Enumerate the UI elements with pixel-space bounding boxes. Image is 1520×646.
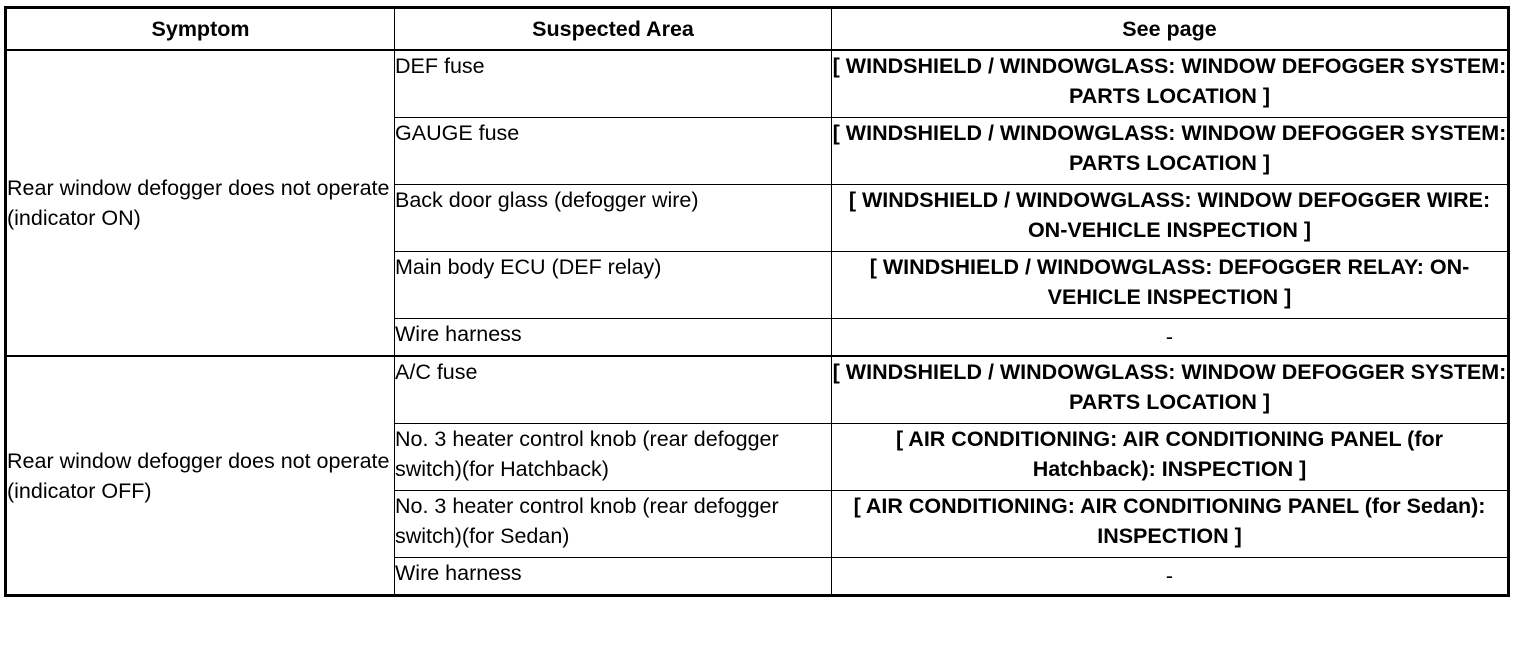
see-page-link[interactable]: [ AIR CONDITIONING: AIR CONDITIONING PANEL (for Hatchback): INSPECTION ] bbox=[832, 424, 1509, 491]
see-page-link[interactable]: [ WINDSHIELD / WINDOWGLASS: WINDOW DEFOGGER WIRE: ON-VEHICLE INSPECTION ] bbox=[832, 185, 1509, 252]
see-page-link[interactable]: [ WINDSHIELD / WINDOWGLASS: WINDOW DEFOGGER SYSTEM: PARTS LOCATION ] bbox=[832, 356, 1509, 424]
table-row bbox=[6, 356, 1509, 424]
symptom-cell: Rear window defogger does not operate (indicator OFF) bbox=[6, 356, 395, 596]
header-row bbox=[6, 8, 1509, 51]
suspected-area-cell: Wire harness bbox=[395, 558, 832, 596]
see-page-link[interactable]: [ WINDSHIELD / WINDOWGLASS: WINDOW DEFOGGER SYSTEM: PARTS LOCATION ] bbox=[832, 118, 1509, 185]
suspected-area-cell: A/C fuse bbox=[395, 356, 832, 424]
see-page-link[interactable]: [ WINDSHIELD / WINDOWGLASS: DEFOGGER RELAY: ON-VEHICLE INSPECTION ] bbox=[832, 252, 1509, 319]
problem-symptoms-table bbox=[4, 6, 1510, 597]
suspected-area-cell: No. 3 heater control knob (rear defogger switch)(for Sedan) bbox=[395, 491, 832, 558]
suspected-area-cell: Back door glass (defogger wire) bbox=[395, 185, 832, 252]
suspected-area-cell: DEF fuse bbox=[395, 50, 832, 118]
see-page-link[interactable]: [ AIR CONDITIONING: AIR CONDITIONING PANEL (for Sedan): INSPECTION ] bbox=[832, 491, 1509, 558]
table-row bbox=[6, 50, 1509, 118]
see-page-none: - bbox=[832, 558, 1509, 596]
header-suspected-area: Suspected Area bbox=[395, 8, 832, 51]
suspected-area-cell: No. 3 heater control knob (rear defogger switch)(for Hatchback) bbox=[395, 424, 832, 491]
suspected-area-cell: Main body ECU (DEF relay) bbox=[395, 252, 832, 319]
suspected-area-cell: Wire harness bbox=[395, 319, 832, 357]
suspected-area-cell: GAUGE fuse bbox=[395, 118, 832, 185]
header-symptom: Symptom bbox=[6, 8, 395, 51]
see-page-link[interactable]: [ WINDSHIELD / WINDOWGLASS: WINDOW DEFOGGER SYSTEM: PARTS LOCATION ] bbox=[832, 50, 1509, 118]
see-page-none: - bbox=[832, 319, 1509, 357]
symptom-cell: Rear window defogger does not operate (indicator ON) bbox=[6, 50, 395, 356]
header-see-page: See page bbox=[832, 8, 1509, 51]
